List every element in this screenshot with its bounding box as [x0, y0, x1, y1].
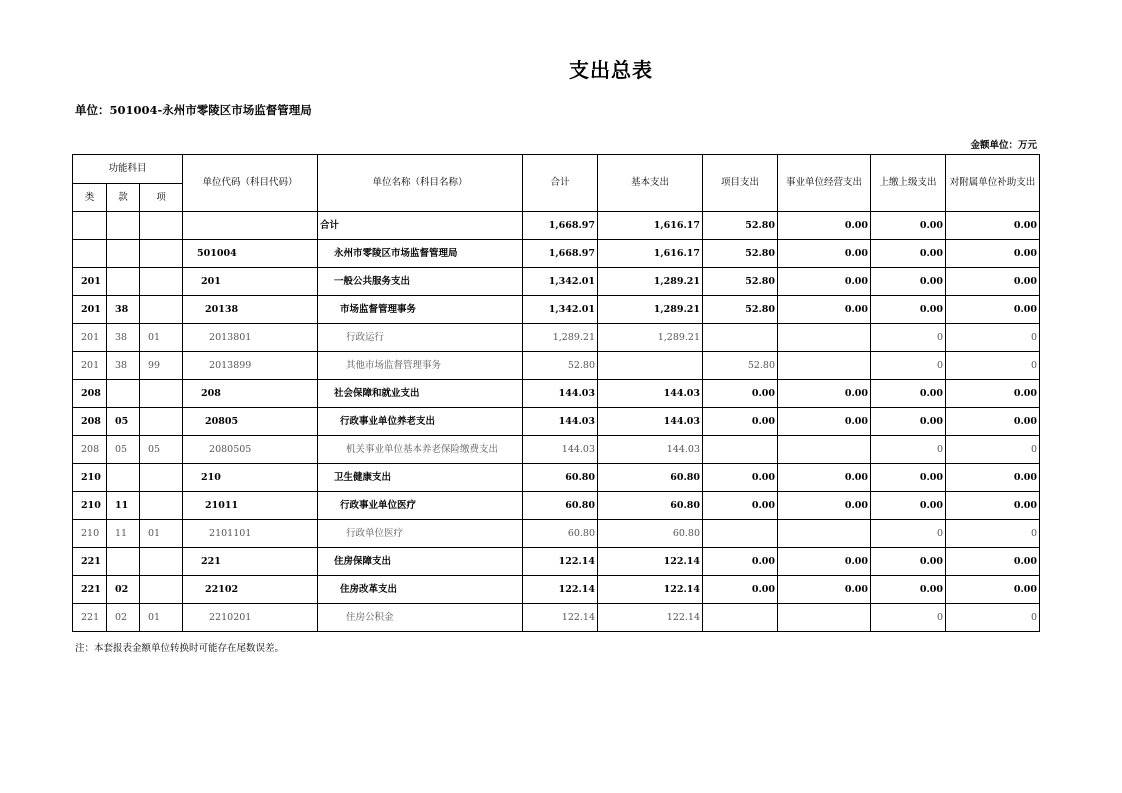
- page-title: 支出总表: [569, 58, 653, 82]
- cell-basic: 1,289.21: [598, 324, 703, 352]
- cell-biz-operation: 0.00: [778, 268, 871, 296]
- unit-line: 单位：501004-永州市零陵区市场监督管理局: [75, 103, 312, 117]
- cell-code: 21011: [183, 492, 318, 520]
- cell-subsidy: 0: [946, 604, 1040, 632]
- cell-code: 2080505: [183, 436, 318, 464]
- cell-upward: 0.00: [871, 212, 946, 240]
- cell-total: 1,342.01: [523, 296, 598, 324]
- cell-basic: 1,616.17: [598, 240, 703, 268]
- cell-xiang: [140, 464, 183, 492]
- cell-lei: 210: [73, 520, 107, 548]
- cell-project: 0.00: [703, 380, 778, 408]
- cell-basic: 144.03: [598, 436, 703, 464]
- cell-xiang: [140, 576, 183, 604]
- cell-kuan: 05: [107, 408, 140, 436]
- cell-kuan: 02: [107, 576, 140, 604]
- cell-total: 122.14: [523, 576, 598, 604]
- cell-total: 1,342.01: [523, 268, 598, 296]
- table-row: [73, 352, 1040, 380]
- cell-name: 机关事业单位基本养老保险缴费支出: [318, 436, 523, 464]
- cell-subsidy: 0: [946, 324, 1040, 352]
- cell-code: 501004: [183, 240, 318, 268]
- cell-upward: 0.00: [871, 380, 946, 408]
- cell-total: 52.80: [523, 352, 598, 380]
- cell-upward: 0: [871, 520, 946, 548]
- cell-total: 1,668.97: [523, 240, 598, 268]
- cell-lei: 221: [73, 604, 107, 632]
- header-biz-operation: 事业单位经营支出: [778, 155, 871, 212]
- cell-name: 合计: [318, 212, 523, 240]
- cell-xiang: 01: [140, 520, 183, 548]
- cell-name: 社会保障和就业支出: [318, 380, 523, 408]
- cell-subsidy: 0.00: [946, 576, 1040, 604]
- cell-name: 行政运行: [318, 324, 523, 352]
- cell-subsidy: 0.00: [946, 268, 1040, 296]
- cell-kuan: 11: [107, 520, 140, 548]
- cell-total: 122.14: [523, 604, 598, 632]
- table-row: [73, 380, 1040, 408]
- cell-lei: 208: [73, 380, 107, 408]
- cell-biz-operation: 0.00: [778, 464, 871, 492]
- cell-basic: 122.14: [598, 604, 703, 632]
- header-unit-name: 单位名称（科目名称）: [318, 155, 523, 212]
- cell-biz-operation: 0.00: [778, 576, 871, 604]
- cell-total: 60.80: [523, 520, 598, 548]
- cell-code: 2101101: [183, 520, 318, 548]
- cell-basic: 122.14: [598, 576, 703, 604]
- cell-project: [703, 520, 778, 548]
- cell-basic: 144.03: [598, 408, 703, 436]
- cell-code: 201: [183, 268, 318, 296]
- cell-subsidy: 0.00: [946, 464, 1040, 492]
- cell-lei: [73, 212, 107, 240]
- cell-subsidy: 0: [946, 520, 1040, 548]
- cell-code: 2210201: [183, 604, 318, 632]
- cell-kuan: 11: [107, 492, 140, 520]
- table-row: [73, 548, 1040, 576]
- cell-kuan: [107, 464, 140, 492]
- cell-name: 行政单位医疗: [318, 520, 523, 548]
- cell-total: 144.03: [523, 436, 598, 464]
- cell-upward: 0: [871, 352, 946, 380]
- cell-project: 52.80: [703, 240, 778, 268]
- cell-xiang: 01: [140, 324, 183, 352]
- cell-name: 市场监督管理事务: [318, 296, 523, 324]
- cell-code: 20805: [183, 408, 318, 436]
- header-row-1: [73, 155, 1040, 184]
- cell-subsidy: 0: [946, 436, 1040, 464]
- table-row: [73, 520, 1040, 548]
- cell-upward: 0.00: [871, 296, 946, 324]
- cell-project: 52.80: [703, 212, 778, 240]
- cell-lei: 208: [73, 436, 107, 464]
- cell-xiang: [140, 380, 183, 408]
- cell-biz-operation: 0.00: [778, 296, 871, 324]
- cell-basic: 60.80: [598, 492, 703, 520]
- header-xiang: 项: [140, 184, 183, 212]
- cell-upward: 0: [871, 604, 946, 632]
- cell-kuan: 38: [107, 352, 140, 380]
- cell-kuan: 38: [107, 296, 140, 324]
- table-row: [73, 296, 1040, 324]
- cell-biz-operation: 0.00: [778, 492, 871, 520]
- cell-project: 52.80: [703, 352, 778, 380]
- header-unit-code: 单位代码（科目代码）: [183, 155, 318, 212]
- cell-kuan: [107, 268, 140, 296]
- cell-lei: [73, 240, 107, 268]
- cell-total: 144.03: [523, 408, 598, 436]
- cell-xiang: [140, 548, 183, 576]
- cell-subsidy: 0.00: [946, 548, 1040, 576]
- cell-code: [183, 212, 318, 240]
- table-row: [73, 464, 1040, 492]
- header-func-subject: 功能科目: [73, 155, 183, 184]
- cell-lei: 221: [73, 576, 107, 604]
- cell-xiang: [140, 268, 183, 296]
- cell-code: 210: [183, 464, 318, 492]
- cell-biz-operation: [778, 324, 871, 352]
- cell-lei: 210: [73, 492, 107, 520]
- cell-name: 住房公积金: [318, 604, 523, 632]
- cell-upward: 0.00: [871, 548, 946, 576]
- table-row: [73, 408, 1040, 436]
- cell-lei: 201: [73, 324, 107, 352]
- cell-basic: 60.80: [598, 464, 703, 492]
- cell-lei: 210: [73, 464, 107, 492]
- cell-subsidy: 0.00: [946, 408, 1040, 436]
- cell-xiang: 99: [140, 352, 183, 380]
- cell-basic: 1,289.21: [598, 268, 703, 296]
- cell-code: 2013899: [183, 352, 318, 380]
- table-row: [73, 240, 1040, 268]
- cell-xiang: 05: [140, 436, 183, 464]
- cell-code: 22102: [183, 576, 318, 604]
- cell-xiang: 01: [140, 604, 183, 632]
- cell-subsidy: 0: [946, 352, 1040, 380]
- cell-biz-operation: 0.00: [778, 240, 871, 268]
- cell-project: 0.00: [703, 408, 778, 436]
- cell-subsidy: 0.00: [946, 296, 1040, 324]
- cell-code: 20138: [183, 296, 318, 324]
- header-project: 项目支出: [703, 155, 778, 212]
- cell-xiang: [140, 408, 183, 436]
- cell-name: 行政事业单位医疗: [318, 492, 523, 520]
- cell-project: [703, 604, 778, 632]
- cell-project: 52.80: [703, 296, 778, 324]
- table-row: [73, 492, 1040, 520]
- cell-name: 住房保障支出: [318, 548, 523, 576]
- cell-xiang: [140, 240, 183, 268]
- cell-lei: 201: [73, 268, 107, 296]
- cell-basic: [598, 352, 703, 380]
- table-row: [73, 212, 1040, 240]
- footnote: 注：本套报表金额单位转换时可能存在尾数误差。: [75, 643, 285, 654]
- cell-project: 0.00: [703, 464, 778, 492]
- cell-subsidy: 0.00: [946, 240, 1040, 268]
- cell-project: 0.00: [703, 576, 778, 604]
- cell-code: 2013801: [183, 324, 318, 352]
- cell-basic: 1,289.21: [598, 296, 703, 324]
- cell-biz-operation: 0.00: [778, 548, 871, 576]
- cell-biz-operation: [778, 520, 871, 548]
- cell-biz-operation: [778, 604, 871, 632]
- table-row: [73, 436, 1040, 464]
- cell-biz-operation: [778, 352, 871, 380]
- header-basic: 基本支出: [598, 155, 703, 212]
- cell-upward: 0.00: [871, 576, 946, 604]
- expenditure-table: [72, 154, 1040, 632]
- cell-project: [703, 436, 778, 464]
- header-upward: 上缴上级支出: [871, 155, 946, 212]
- cell-basic: 122.14: [598, 548, 703, 576]
- header-lei: 类: [73, 184, 107, 212]
- cell-total: 60.80: [523, 464, 598, 492]
- cell-biz-operation: 0.00: [778, 380, 871, 408]
- table-row: [73, 576, 1040, 604]
- cell-kuan: 02: [107, 604, 140, 632]
- cell-name: 一般公共服务支出: [318, 268, 523, 296]
- cell-biz-operation: 0.00: [778, 212, 871, 240]
- cell-biz-operation: 0.00: [778, 408, 871, 436]
- cell-name: 卫生健康支出: [318, 464, 523, 492]
- cell-name: 住房改革支出: [318, 576, 523, 604]
- cell-total: 144.03: [523, 380, 598, 408]
- cell-biz-operation: [778, 436, 871, 464]
- cell-kuan: 38: [107, 324, 140, 352]
- cell-kuan: [107, 380, 140, 408]
- cell-code: 221: [183, 548, 318, 576]
- cell-upward: 0.00: [871, 492, 946, 520]
- cell-subsidy: 0.00: [946, 380, 1040, 408]
- header-total: 合计: [523, 155, 598, 212]
- cell-project: 52.80: [703, 268, 778, 296]
- table-row: [73, 324, 1040, 352]
- cell-kuan: [107, 212, 140, 240]
- header-subsidy: 对附属单位补助支出: [946, 155, 1040, 212]
- cell-lei: 208: [73, 408, 107, 436]
- cell-kuan: [107, 548, 140, 576]
- cell-xiang: [140, 296, 183, 324]
- cell-total: 122.14: [523, 548, 598, 576]
- cell-lei: 201: [73, 352, 107, 380]
- cell-project: [703, 324, 778, 352]
- money-unit-label: 金额单位：万元: [970, 140, 1037, 151]
- cell-name: 永州市零陵区市场监督管理局: [318, 240, 523, 268]
- cell-lei: 221: [73, 548, 107, 576]
- cell-xiang: [140, 492, 183, 520]
- cell-upward: 0.00: [871, 268, 946, 296]
- cell-upward: 0.00: [871, 408, 946, 436]
- cell-upward: 0.00: [871, 464, 946, 492]
- table-row: [73, 268, 1040, 296]
- cell-xiang: [140, 212, 183, 240]
- cell-basic: 144.03: [598, 380, 703, 408]
- cell-basic: 1,616.17: [598, 212, 703, 240]
- cell-subsidy: 0.00: [946, 212, 1040, 240]
- cell-lei: 201: [73, 296, 107, 324]
- cell-upward: 0: [871, 436, 946, 464]
- cell-code: 208: [183, 380, 318, 408]
- header-kuan: 款: [107, 184, 140, 212]
- cell-project: 0.00: [703, 492, 778, 520]
- cell-name: 行政事业单位养老支出: [318, 408, 523, 436]
- table-row: [73, 604, 1040, 632]
- cell-kuan: [107, 240, 140, 268]
- cell-total: 1,289.21: [523, 324, 598, 352]
- cell-subsidy: 0.00: [946, 492, 1040, 520]
- cell-kuan: 05: [107, 436, 140, 464]
- cell-total: 1,668.97: [523, 212, 598, 240]
- cell-name: 其他市场监督管理事务: [318, 352, 523, 380]
- cell-project: 0.00: [703, 548, 778, 576]
- cell-upward: 0.00: [871, 240, 946, 268]
- cell-basic: 60.80: [598, 520, 703, 548]
- cell-total: 60.80: [523, 492, 598, 520]
- cell-upward: 0: [871, 324, 946, 352]
